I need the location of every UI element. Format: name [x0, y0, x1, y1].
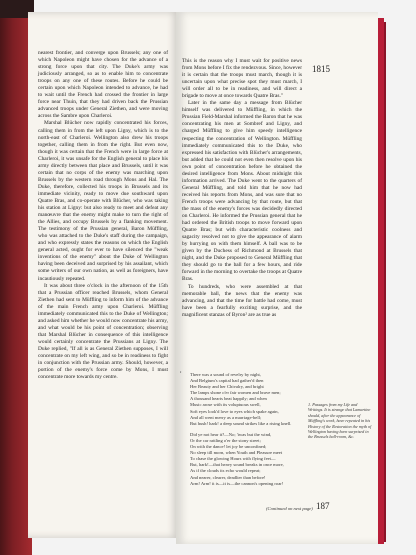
- side-note: 1. Passages from my Life and Writings. It is strange that Lamartine should, after the appearance of Müffling's work, have repeated in his History of the Restoration the myth of Wellington having been surprised in the Brussels ball-room, &c.: [308, 402, 372, 440]
- page-edge-dark: [384, 22, 386, 542]
- poem-line: No sleep till morn, when Youth and Pleasure meet: [190, 450, 283, 456]
- page-number: 187: [316, 501, 330, 511]
- poem-line: Soft eyes look'd love to eyes which spake again,: [190, 408, 279, 414]
- poem-footnote-marker: ²: [180, 370, 182, 375]
- right-page: [176, 12, 378, 544]
- continued-note: (Continued on next page): [266, 506, 313, 511]
- left-paragraph: Marshal Blücher now rapidly concentrated his forces, calling them in from the left upon Ligny, which is to the north-east of Charleroi. Wellington also drew his troops together, calling them in from the right. But even now, though it was certain that the French were in large force at Charleroi, it was unsafe for the English general to place his army directly between that place and Brussels, until it was certain that no corps of the enemy was marching upon Brussels by the western road through Mons and Hal. The Duke, therefore, collected his troops in Brussels and its immediate vicinity, ready to move due southward upon Quatre Bras, and co-operate with Blücher, who was taking his station at Ligny: but also ready to meet and defeat any manœuvre that the enemy might make to turn the right of the Allies, and occupy Brussels by a flanking movement. The testimony of the Prussian general, Baron Müffling, who was attached to the Duke's staff during the campaign, and who expressly states the reasons on which the English general acted, ought for ever to have silenced the "weak inventions of the enemy" about the Duke of Wellington having been deceived and surprised by his assailant, which some writers of our own nation, as well as foreigners, have incautiously repeated.: [38, 120, 168, 282]
- byron-poem: [190, 372, 302, 487]
- right-paragraph: This is the reason why I must wait for positive news from Mons before I fix the rendezvous. Since, however it is certain that the troops must march, though it is uncertain upon what precise spot they must march, I will order all to be in readiness, and will direct a brigade to move at once towards Quatre Bras.": [182, 58, 302, 100]
- right-page-text: [182, 58, 302, 319]
- right-paragraph: Later in the same day a message from Blücher himself was delivered to Müffling, in which the Prussian Field-Marshal informed the Baron that he was concentrating his men at Sombref and Ligny, and charged Müffling to give him speedy intelligence respecting the concentration of Wellington. Müffling immediately communicated this to the Duke, who expressed his satisfaction with Blücher's arrangements, but added that he could not even then resolve upon his own point of concentration before he obtained the desired intelligence from Mons. About midnight this information arrived. The Duke went to the quarters of General Müffling, and told him that he now had received his reports from Mons, and was sure that no French troops were advancing by that route, but that the mass of the enemy's forces was decidedly directed on Charleroi. He informed the Prussian general that he had ordered the British troops to move forward upon Quatre Bras; but with characteristic coolness and sagacity resolved not to give the appearance of alarm by hurrying on with them himself. A ball was to be given by the Duchess of Richmond at Brussels that night, and the Duke proposed to General Müffling that they should go to the ball for a few hours, and ride forward in the morning to overtake the troops at Quatre Bras.: [182, 100, 302, 283]
- poem-line: And Belgium's capital had gather'd then: [190, 378, 264, 384]
- poem-line: Arm! Arm! it is—it is—the cannon's opening roar!: [190, 480, 284, 486]
- poem-line: But hush! hark! a deep sound strikes like a rising knell.: [190, 420, 292, 426]
- left-page-text: [38, 50, 168, 381]
- poem-line: On with the dance! let joy be unconfined;: [190, 444, 267, 450]
- poem-line: Did ye not hear it?—No; 'twas but the wind,: [190, 431, 272, 437]
- poem-line: Or the car rattling o'er the stony street;: [190, 437, 261, 443]
- poem-line: The lamps shone o'er fair women and brave men;: [190, 390, 281, 396]
- poem-line: And all went merry as a marriage-bell;: [190, 414, 262, 420]
- poem-line: Music arose with its voluptuous swell,: [190, 402, 261, 408]
- left-paragraph: nearest frontier, and converge upon Brussels; any one of which Napoleon might have chosen for the advance of a strong force upon that city. The Duke's army was judiciously arranged, so as to enable him to concentrate troops on any one of these routes. Before he could be certain upon which Napoleon intended to advance, he had to wait until the French had crossed the frontier in large force near Thuin, that they had driven back the Prussian advanced troops under General Ziethen, and were moving across the Sambre upon Charleroi.: [38, 50, 168, 120]
- poem-line: To chase the glowing Hours with flying feet—: [190, 456, 276, 462]
- poem-line: But, hark!—that heavy sound breaks in once more,: [190, 462, 284, 468]
- poem-line: And nearer, clearer, deadlier than before!: [190, 474, 266, 480]
- right-paragraph: To hundreds, who were assembled at that memorable ball, the news that the enemy was advancing, and that the time for battle had come, must have been a fearfully exciting surprise, and the magnificent stanzas of Byron² are as true as: [182, 283, 302, 318]
- poem-line: There was a sound of revelry by night,: [190, 372, 261, 377]
- poem-line: A thousand hearts beat happily; and when: [190, 396, 267, 402]
- poem-line: As if the clouds its echo would repeat;: [190, 468, 261, 474]
- poem-line: Her Beauty and her Chivalry, and bright: [190, 384, 264, 390]
- left-page: [28, 12, 180, 538]
- left-paragraph: It was about three o'clock in the afternoon of the 15th that a Prussian officer reached Brussels, whom General Ziethen had sent to Müffling to inform him of the advance of the main French army upon Charleroi. Müffling immediately communicated this to the Duke of Wellington; and asked him whether he would now concentrate his army, and what would be his point of concentration; observing that Marshal Blücher in consequence of this intelligence would certainly concentrate the Prussians at Ligny. The Duke replied, "If all is as General Ziethen supposes, I will concentrate on my left wing, and so be in readiness to fight in conjunction with the Prussian army. Should, however, a portion of the enemy's force come by Mons, I must concentrate more towards my centre.: [38, 282, 168, 381]
- year-heading: 1815: [312, 64, 330, 74]
